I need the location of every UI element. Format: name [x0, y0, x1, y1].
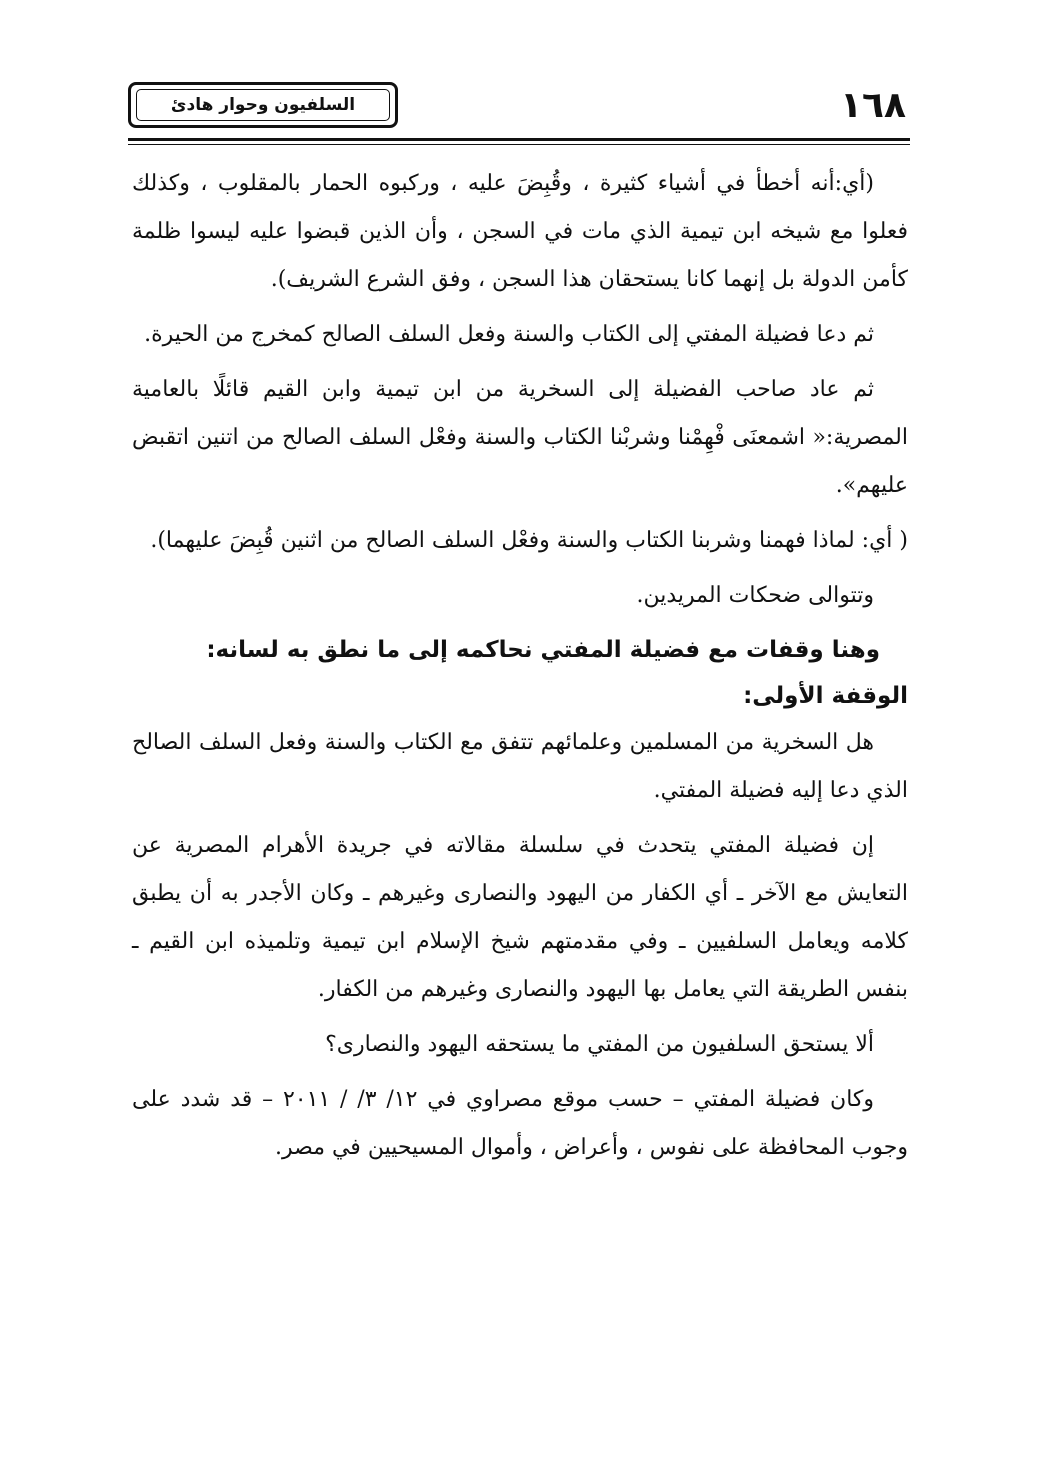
paragraph-coexistence: إن فضيلة المفتي يتحدث في سلسلة مقالاته في جريدة الأهرام المصرية عن التعايش مع الآخر ـ أي الكفار من اليهود والنصارى وغيرهم ـ وكان الأجدر به أن يطبق كلامه ويعامل السلفيين ـ وفي مقدمتهم شيخ الإسلام ابن تيمية وتلميذه ابن القيم ـ بنفس الطريقة التي يعامل بها اليهود والنصارى وغيرهم من الكفار. [132, 833, 908, 1002]
paragraph-question: هل السخرية من المسلمين وعلمائهم تتفق مع الكتاب والسنة وفعل السلف الصالح الذي دعا إليه فضيلة المفتي. [132, 730, 908, 803]
paragraph-call-to-book: ثم دعا فضيلة المفتي إلى الكتاب والسنة وفعل السلف الصالح كمخرج من الحيرة. [144, 322, 874, 347]
section-heading: وهنا وقفات مع فضيلة المفتي نحاكمه إلى ما نطق به لسانه: [206, 637, 880, 663]
paragraph-rhetorical-question: ألا يستحق السلفيون من المفتي ما يستحقه اليهود والنصارى؟ [325, 1032, 874, 1057]
page-number: ١٦٨ [840, 84, 906, 126]
paragraph-laughter: وتتوالى ضحكات المريدين. [636, 583, 874, 608]
paragraph-quote-explanation: (أي:أنه أخطأ في أشياء كثيرة ، وقُبِضَ عليه ، وركبوه الحمار بالمقلوب ، وكذلك فعلوا مع شيخه ابن تيمية الذي مات في السجن ، وأن الذين قبضوا عليه ليسوا ظلمة كأمن الدولة بل إنهما كانا يستحقان هذا السجن ، وفق الشرع الشريف). [132, 171, 908, 292]
book-title-frame [128, 82, 398, 128]
book-title-inner-frame [136, 89, 390, 121]
paragraph-masrawy-report: وكان فضيلة المفتي – حسب موقع مصراوي في ١٢/ ٣/ / ٢٠١١ – قد شدد على وجوب المحافظة على نفوس ، وأعراض ، وأموال المسيحيين في مصر. [132, 1087, 908, 1160]
header-rule-thin [128, 144, 910, 145]
paragraph-meaning: ( أي: لماذا فهمنا وشربنا الكتاب والسنة وفعْل السلف الصالح من اثنين قُبِضَ عليهما). [150, 528, 908, 553]
header-rule-thick [128, 138, 910, 141]
page-header [128, 82, 910, 142]
subsection-heading: الوقفة الأولى: [743, 683, 908, 709]
paragraph-mockery: ثم عاد صاحب الفضيلة إلى السخرية من ابن تيمية وابن القيم قائلًا بالعامية المصرية:« اشمعنَى فْهِمْنا وشربْنا الكتاب والسنة وفعْل السلف الصالح من اتنين اتقبض عليهم». [132, 377, 908, 498]
book-title: السلفيون وحوار هادئ [170, 95, 356, 115]
page-body [132, 160, 908, 1179]
